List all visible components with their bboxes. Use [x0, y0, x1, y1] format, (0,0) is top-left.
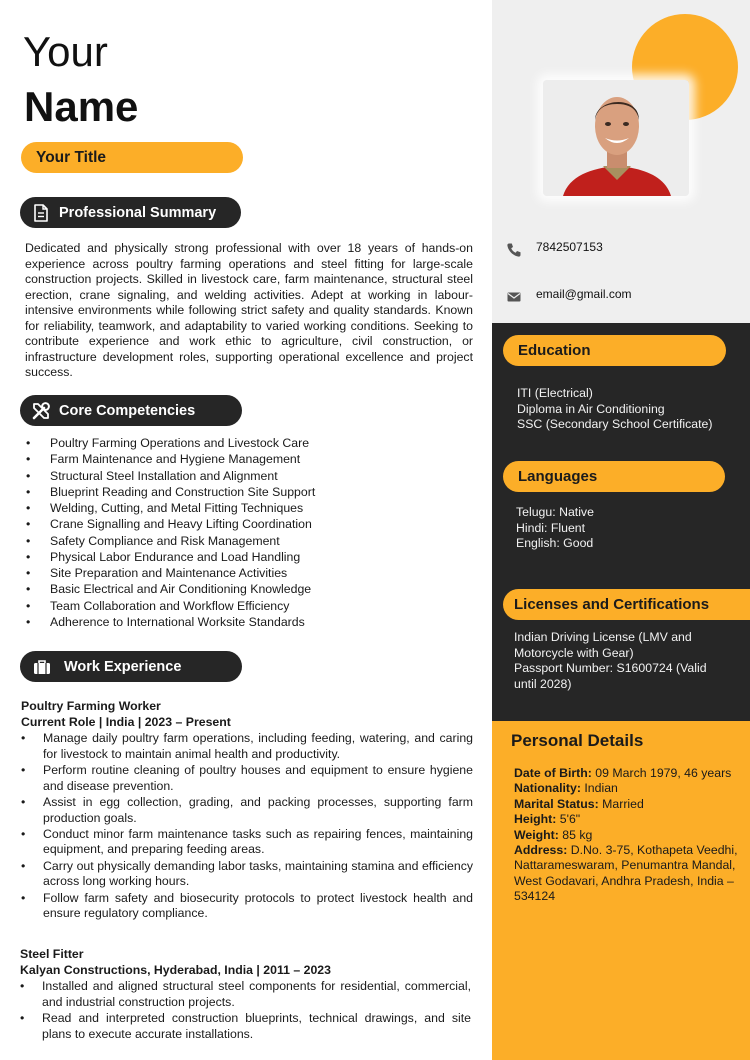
job-entry: [21, 699, 473, 922]
weight-value: 85 kg: [558, 827, 593, 842]
work-experience-heading: [20, 651, 242, 682]
licenses-heading: Licenses and Certifications: [503, 589, 750, 620]
list-item: • Structural Steel Installation and Alignment: [26, 468, 315, 484]
education-item: SSC (Secondary School Certificate): [517, 417, 713, 431]
professional-summary-heading: [20, 197, 241, 228]
list-item: • Carry out physically demanding labor tasks, maintaining stamina and efficiency across long working hours.: [21, 859, 473, 890]
list-item: • Conduct minor farm maintenance tasks such as repairing fences, maintaining equipment, and preparing feeding areas.: [21, 827, 473, 858]
job-duties: [20, 979, 471, 1042]
license-item: Passport Number: S1600724 (Valid until 2028): [514, 661, 707, 691]
list-item: • Adherence to International Worksite Standards: [26, 614, 315, 630]
address-label: Address:: [514, 843, 568, 858]
languages-heading: Languages: [503, 461, 725, 492]
summary-text: Dedicated and physically strong professional with over 18 years of hands-on experience across poultry farming operations and steel fitting for large-scale construction projects. Skilled in livestock care, farm maintenance, structural steel erection, crane signaling, and welding activities. Adept at working in labour-intensive environments while following strict safety and quality standards. Known for reliability, teamwork, and adaptability to varied working conditions. Seeking to contribute experience and work ethic to agriculture, civil construction, or infrastructure development roles, supporting operational excellence and project success.: [25, 241, 473, 379]
list-item: • Crane Signalling and Heavy Lifting Coordination: [26, 516, 315, 532]
language-item: English: Good: [516, 536, 594, 550]
personal-marital: [514, 797, 739, 812]
list-item: • Manage daily poultry farm operations, including feeding, watering, and caring for livestock to maintain animal health and productivity.: [21, 731, 473, 762]
list-item: • Follow farm safety and biosecurity protocols to protect livestock health and ensure regulatory compliance.: [21, 891, 473, 922]
list-item: • Poultry Farming Operations and Livestock Care: [26, 435, 315, 451]
job-duties: [21, 731, 473, 922]
contact-phone: [506, 240, 603, 258]
nationality-value: Indian: [580, 781, 618, 796]
education-list: [517, 386, 712, 433]
list-item: • Assist in egg collection, grading, and packing processes, supporting farm production goals.: [21, 795, 473, 826]
license-item: Indian Driving License (LMV and Motorcycle with Gear): [514, 630, 692, 660]
list-item: • Perform routine cleaning of poultry houses and equipment to ensure hygiene and disease prevention.: [21, 763, 473, 794]
list-item: • Welding, Cutting, and Metal Fitting Techniques: [26, 500, 315, 516]
personal-dob: [514, 766, 739, 781]
profile-photo: [543, 80, 689, 196]
licenses-list: [514, 630, 729, 692]
job-meta: Kalyan Constructions, Hyderabad, India | 2011 – 2023: [20, 962, 331, 977]
core-competencies-heading: [20, 395, 242, 426]
list-item: • Read and interpreted construction blueprints, technical drawings, and site plans to execute accurate installations.: [20, 1011, 471, 1042]
list-item: • Basic Electrical and Air Conditioning Knowledge: [26, 581, 315, 597]
job-entry: [20, 947, 471, 1043]
list-item: • Team Collaboration and Workflow Efficiency: [26, 598, 315, 614]
tools-icon: [31, 401, 51, 421]
job-title-badge: Your Title: [21, 142, 243, 173]
weight-label: Weight:: [514, 827, 559, 842]
contact-email: [506, 287, 632, 305]
list-item: • Physical Labor Endurance and Load Handling: [26, 549, 315, 565]
education-item: Diploma in Air Conditioning: [517, 401, 665, 416]
job-title: Poultry Farming Worker: [21, 699, 161, 713]
marital-value: Married: [598, 796, 644, 811]
language-item: Telugu: Native: [516, 505, 594, 519]
job-meta: Current Role | India | 2023 – Present: [21, 714, 231, 729]
education-item: ITI (Electrical): [517, 386, 593, 400]
marital-label: Marital Status:: [514, 796, 599, 811]
list-item: • Site Preparation and Maintenance Activities: [26, 565, 315, 581]
education-heading: Education: [503, 335, 726, 366]
summary-heading-label: Professional Summary: [59, 204, 217, 221]
document-icon: [31, 203, 51, 223]
address-value: D.No. 3-75, Kothapeta Veedhi, Nattarameswaram, Penumantra Mandal, West Godavari, Andhra Pradesh, India – 534124: [514, 843, 738, 904]
personal-weight: [514, 828, 739, 843]
languages-list: [516, 505, 594, 552]
work-heading-label: Work Experience: [64, 658, 182, 675]
last-name: Name: [24, 83, 139, 130]
briefcase-icon: [32, 657, 52, 677]
language-item: Hindi: Fluent: [516, 520, 586, 535]
list-item: • Safety Compliance and Risk Management: [26, 533, 315, 549]
personal-details-list: [514, 766, 739, 905]
core-heading-label: Core Competencies: [59, 402, 196, 419]
height-label: Height:: [514, 812, 557, 827]
height-value: 5'6": [556, 812, 581, 827]
personal-address: [514, 843, 739, 905]
list-item: • Installed and aligned structural steel components for residential, commercial, and industrial construction projects.: [20, 979, 471, 1010]
personal-details-heading: Personal Details: [511, 731, 644, 750]
list-item: • Farm Maintenance and Hygiene Management: [26, 451, 315, 467]
nationality-label: Nationality:: [514, 781, 581, 796]
email-address[interactable]: email@gmail.com: [536, 287, 632, 301]
dob-label: Date of Birth:: [514, 766, 592, 780]
list-item: • Blueprint Reading and Construction Site Support: [26, 484, 315, 500]
personal-height: [514, 812, 739, 827]
first-name: Your: [23, 28, 108, 75]
phone-icon: [506, 242, 526, 258]
envelope-icon: [506, 289, 526, 305]
competencies-list: [26, 435, 315, 630]
job-title: Steel Fitter: [20, 947, 84, 961]
phone-number[interactable]: 7842507153: [536, 240, 603, 254]
dob-value: 09 March 1979, 46 years: [591, 766, 732, 780]
personal-nationality: [514, 781, 739, 796]
